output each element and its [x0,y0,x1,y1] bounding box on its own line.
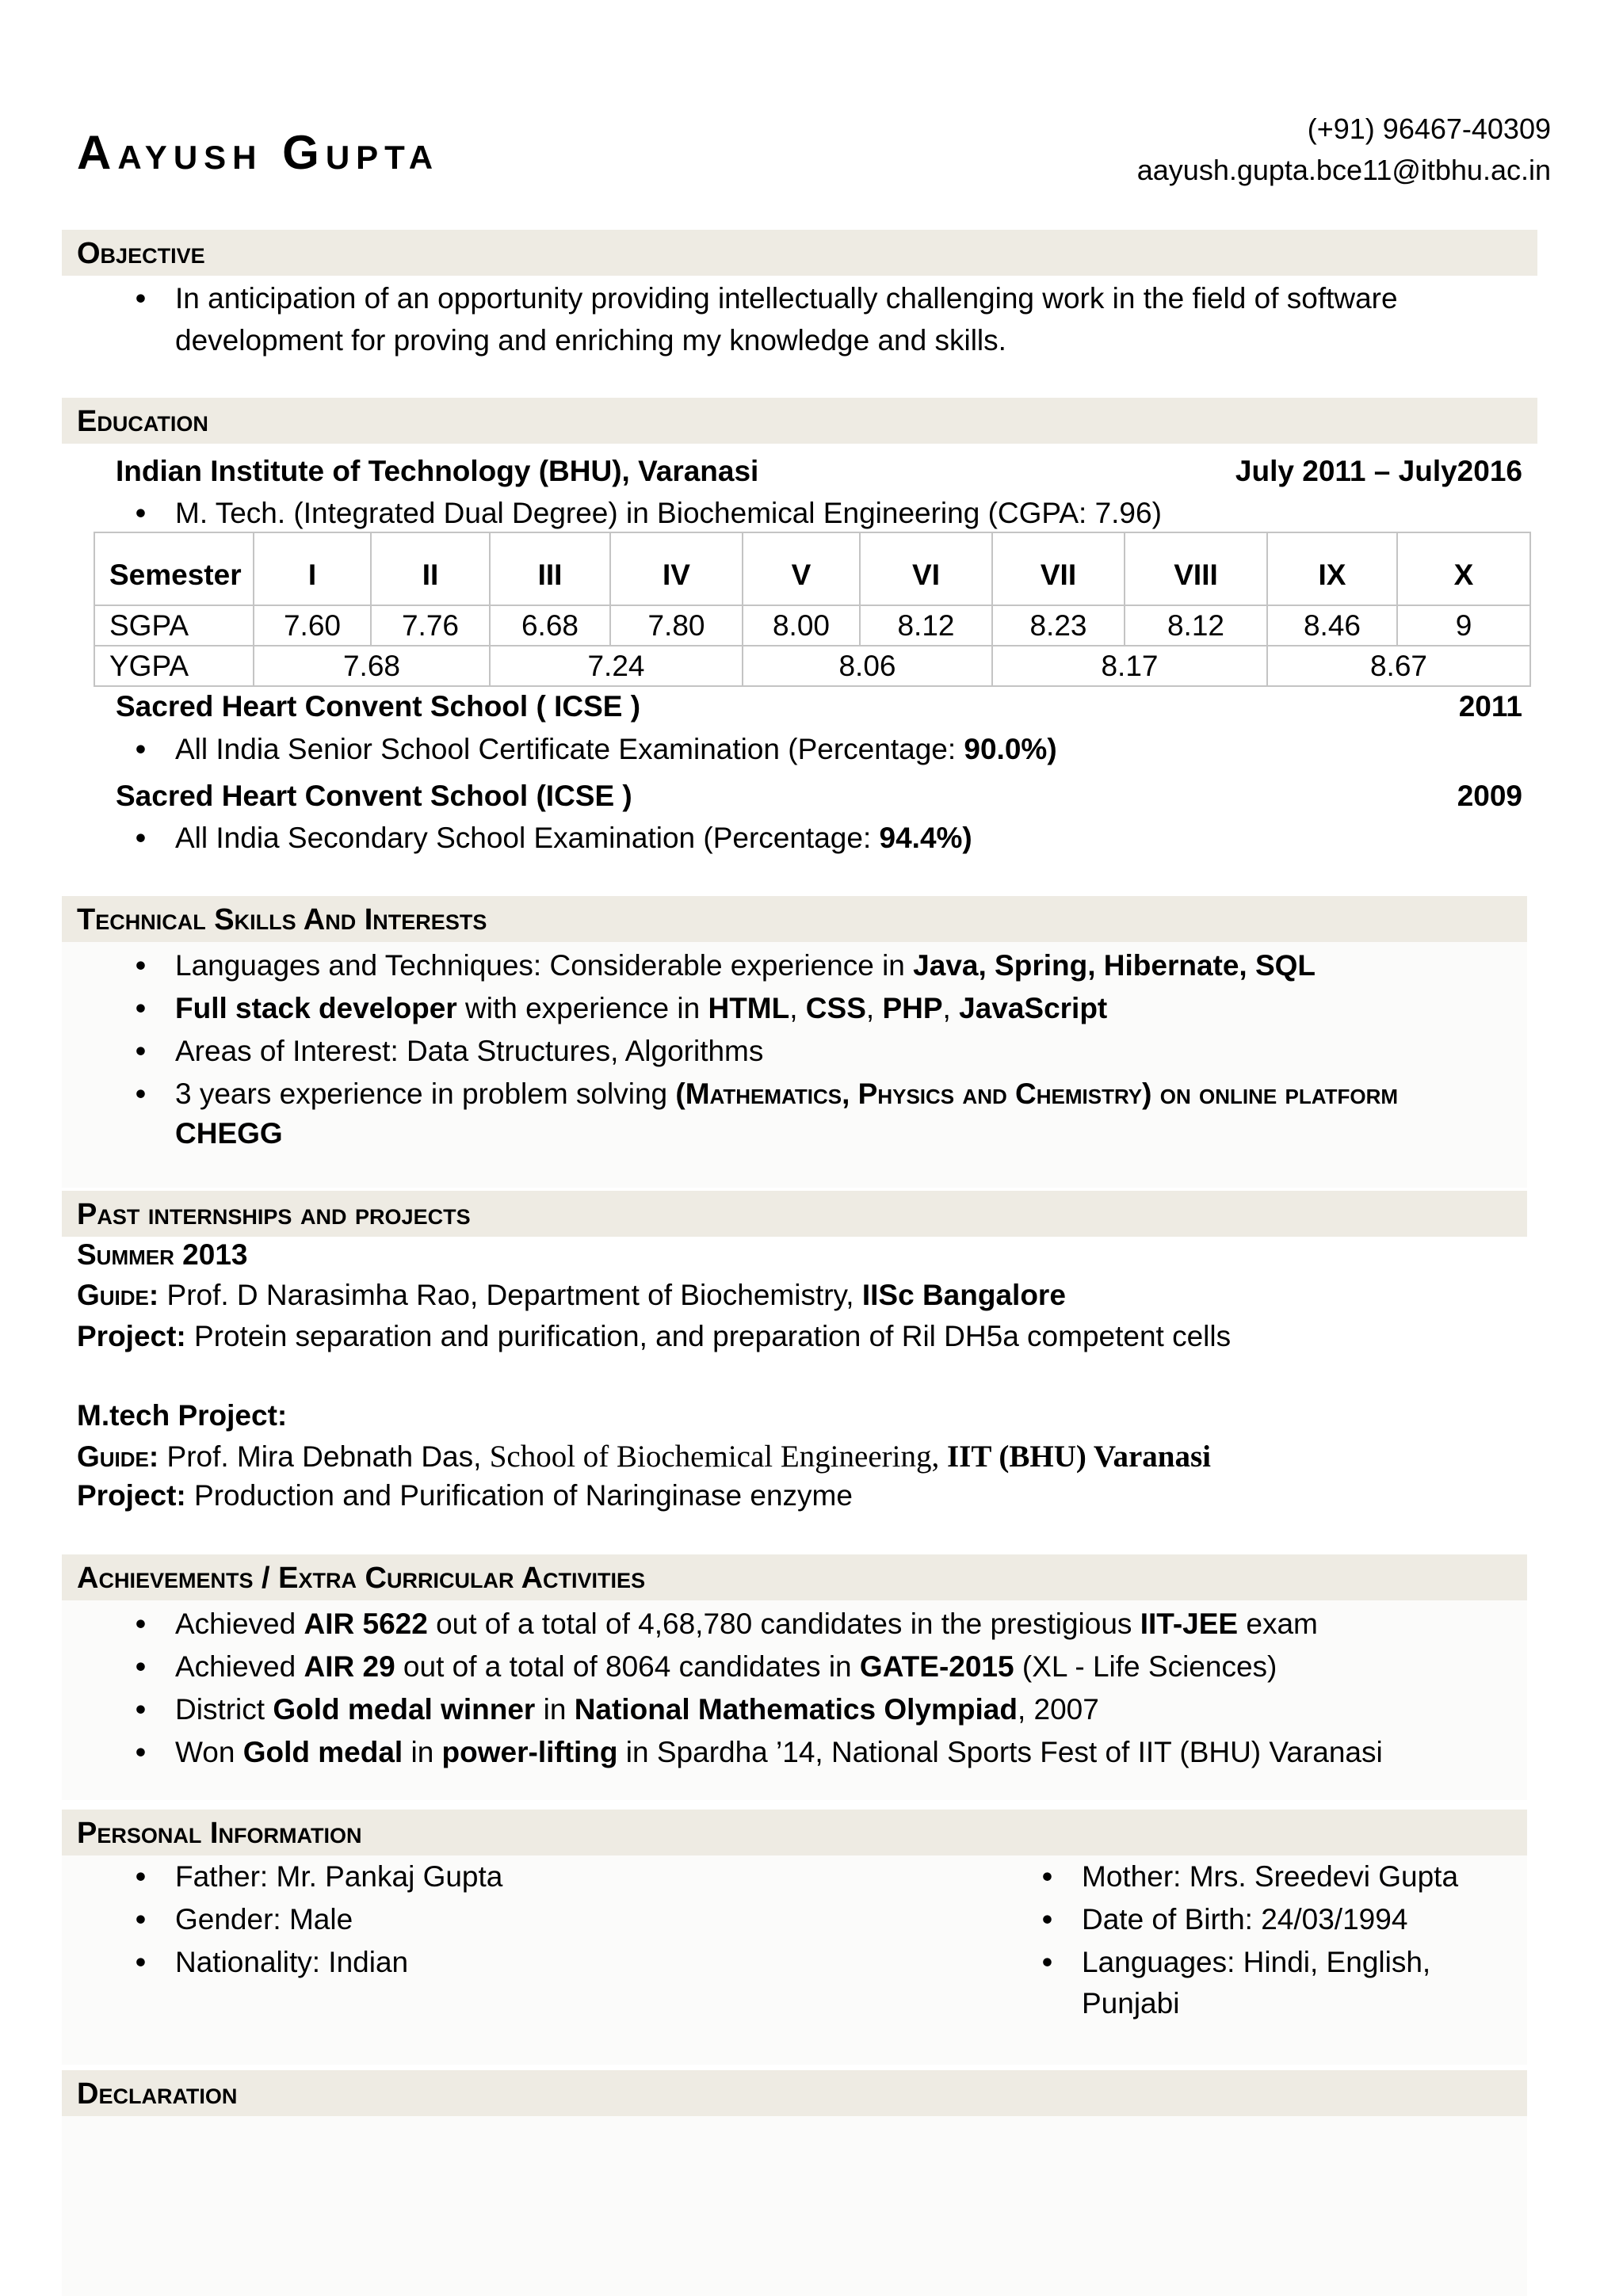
personal-item-dob [1042,1903,1408,1936]
declaration-panel [62,2116,1527,2296]
personal-item-nationality [136,1946,409,1979]
school-2-percentage: 94.4%) [879,822,972,854]
gpa-table [94,532,1531,687]
personal-item-father [136,1860,503,1894]
table-row-label: SGPA [94,605,254,646]
table-cell: 8.00 [743,605,860,646]
personal-gender: Gender: Male [175,1903,353,1936]
skill-item [136,1035,764,1068]
bullet-icon: • [136,1035,146,1067]
achievement-text: Won [175,1736,243,1768]
skill-text: 3 years experience in problem solving [175,1077,676,1110]
guide-institute: IIT (BHU) Varanasi [946,1440,1212,1474]
achievement-text: in Spardha ’14, National Sports Fest of IIT (BHU) Varanasi [617,1736,1383,1768]
table-header-cell: X [1397,532,1530,605]
education-section-header [62,398,1537,444]
bullet-icon: • [136,1693,146,1726]
school-2-year: 2009 [1457,780,1522,812]
guide-1 [77,1279,1066,1312]
achievement-highlight: Gold medal [242,1736,403,1768]
table-cell: 7.80 [610,605,743,646]
degree-text: M. Tech. (Integrated Dual Degree) in Biochemical Engineering (CGPA: 7.96) [175,497,1162,529]
phone-number: (+91) 96467-40309 [1307,113,1551,145]
education-title: Education [77,405,208,438]
achievement-text: (XL - Life Sciences) [1014,1650,1277,1683]
bullet-icon: • [136,1903,146,1936]
achievement-highlight: National Mathematics Olympiad [574,1693,1018,1726]
table-header-cell: I [254,532,371,605]
guide-label: Guide: [77,1279,159,1311]
table-header-cell: VII [992,532,1125,605]
table-header-cell: IX [1267,532,1397,605]
objective-item [136,282,1398,315]
table-row-sgpa [94,605,1530,646]
achievement-highlight: IIT-JEE [1140,1608,1239,1640]
separator: , [865,992,883,1024]
table-cell: 9 [1397,605,1530,646]
personal-languages: Languages: Hindi, English, [1082,1946,1431,1978]
achievement-highlight: AIR 29 [304,1650,395,1683]
achievements-section-header [62,1554,1527,1600]
summer-heading: Summer 2013 [77,1238,248,1271]
table-cell: 8.46 [1267,605,1397,646]
skill-languages: Java, Spring, Hibernate, SQL [913,949,1316,982]
bullet-icon: • [1042,1903,1052,1936]
school-2-exam-item [136,822,972,855]
project-2 [77,1479,853,1512]
skill-text: with experience in [456,992,708,1024]
table-row-ygpa [94,646,1530,686]
bullet-icon: • [136,822,146,854]
bullet-icon: • [136,733,146,765]
project-label: Project: [77,1320,186,1352]
table-cell: 7.60 [254,605,371,646]
achievement-highlight: power-lifting [441,1736,618,1768]
achievement-text: , 2007 [1017,1693,1099,1726]
table-cell: 8.06 [743,646,992,686]
achievement-item [136,1693,1099,1726]
school-1-year: 2011 [1458,690,1522,723]
achievements-title: Achievements / Extra Curricular Activities [77,1562,646,1595]
personal-father: Father: Mr. Pankaj Gupta [175,1860,503,1893]
skills-section-header [62,896,1527,942]
guide-school: School of Biochemical Engineering, [489,1440,947,1474]
personal-title: Personal Information [77,1817,362,1850]
email-address: aayush.gupta.bce11@itbhu.ac.in [1136,154,1551,186]
project-label: Project: [77,1479,186,1512]
project-text: Protein separation and purification, and preparation of Ril DH5a competent cells [185,1320,1232,1352]
guide-2 [77,1439,1211,1474]
achievement-text: Achieved [175,1608,304,1640]
project-1 [77,1320,1231,1353]
bullet-icon: • [136,949,146,982]
skill-tech: CSS [805,992,866,1024]
skills-title: Technical Skills And Interests [77,903,487,936]
achievement-text: in [535,1693,575,1726]
table-header-cell: IV [610,532,743,605]
guide-text: Prof. D Narasimha Rao, Department of Biochemistry, [158,1279,862,1311]
bullet-icon: • [136,1736,146,1768]
guide-label: Guide: [77,1440,159,1473]
table-header-cell: VI [860,532,992,605]
achievement-text: out of a total of 4,68,780 candidates in the prestigious [427,1608,1140,1640]
school-2-name: Sacred Heart Convent School (ICSE ) [116,780,632,812]
objective-line-2: development for proving and enriching my knowledge and skills. [175,324,1006,357]
personal-mother: Mother: Mrs. Sreedevi Gupta [1082,1860,1459,1893]
personal-item-languages [1042,1946,1431,1979]
project-text: Production and Purification of Naringinase enzyme [185,1479,853,1512]
achievement-highlight: AIR 5622 [304,1608,428,1640]
bullet-icon: • [136,1946,146,1978]
guide-institute: IISc Bangalore [861,1279,1066,1311]
bullet-icon: • [136,1860,146,1893]
bullet-icon: • [1042,1946,1052,1978]
table-cell: 8.17 [992,646,1267,686]
personal-languages-line-2: Punjabi [1082,1987,1180,2019]
table-cell: 7.68 [254,646,490,686]
table-cell: 8.12 [860,605,992,646]
table-cell: 8.23 [992,605,1125,646]
skill-role: Full stack developer [175,992,457,1024]
mtech-heading: M.tech Project: [77,1399,288,1432]
bullet-icon: • [136,1650,146,1683]
skill-item [136,992,1108,1025]
bullet-icon: • [136,497,146,529]
table-cell: 7.24 [490,646,743,686]
personal-item-gender [136,1903,353,1936]
skill-tech: JavaScript [959,992,1108,1024]
skill-text: Languages and Techniques: Considerable experience in [175,949,914,982]
internships-title: Past internships and projects [77,1198,471,1231]
bullet-icon: • [136,1608,146,1640]
bullet-icon: • [1042,1860,1052,1893]
achievement-item [136,1736,1383,1769]
school-1-exam-item [136,733,1057,766]
skill-text: Areas of Interest: Data Structures, Algorithms [175,1035,764,1067]
achievement-item [136,1608,1318,1641]
internships-section-header [62,1191,1527,1237]
objective-line-1: In anticipation of an opportunity providing intellectually challenging work in the field of software [175,282,1398,315]
objective-title: Objective [77,237,205,270]
achievement-text: exam [1238,1608,1318,1640]
degree-item [136,497,1162,530]
guide-text: Prof. Mira Debnath Das, [158,1440,490,1473]
table-header-cell: V [743,532,860,605]
skill-tech: HTML [708,992,790,1024]
candidate-name: Aayush Gupta [77,126,440,179]
table-cell: 8.12 [1125,605,1267,646]
separator: , [942,992,960,1024]
personal-item-mother [1042,1860,1459,1894]
institute-name: Indian Institute of Technology (BHU), Varanasi [116,455,759,487]
table-header-cell: VIII [1125,532,1267,605]
achievement-text: Achieved [175,1650,304,1683]
objective-section-header [62,230,1537,276]
personal-nationality: Nationality: Indian [175,1946,409,1978]
school-1-percentage: 90.0%) [964,733,1057,765]
table-header-cell: Semester [94,532,254,605]
bullet-icon: • [136,1077,146,1110]
personal-section-header [62,1810,1527,1855]
school-2-exam: All India Secondary School Examination (Percentage: [175,822,880,854]
institute-dates: July 2011 – July2016 [1235,455,1522,487]
achievement-text: District [175,1693,273,1726]
table-cell: 8.67 [1267,646,1530,686]
separator: , [789,992,806,1024]
declaration-title: Declaration [77,2077,238,2111]
personal-dob: Date of Birth: 24/03/1994 [1082,1903,1408,1936]
table-header-cell: III [490,532,610,605]
school-1-exam: All India Senior School Certificate Examination (Percentage: [175,733,964,765]
bullet-icon: • [136,992,146,1024]
achievement-text: in [403,1736,442,1768]
declaration-section-header [62,2070,1527,2116]
skill-item [136,1077,1399,1111]
skill-platform: CHEGG [175,1117,283,1150]
achievement-item [136,1650,1277,1684]
table-cell: 6.68 [490,605,610,646]
achievement-text: out of a total of 8064 candidates in [395,1650,860,1683]
achievement-highlight: Gold medal winner [273,1693,536,1726]
achievement-highlight: GATE-2015 [859,1650,1014,1683]
table-header-cell: II [371,532,490,605]
skill-subjects: (Mathematics, Physics and Chemistry) on online platform [675,1077,1399,1110]
school-1-name: Sacred Heart Convent School ( ICSE ) [116,690,641,723]
bullet-icon: • [136,282,146,315]
table-row-label: YGPA [94,646,254,686]
table-cell: 7.76 [371,605,490,646]
skill-item [136,949,1316,982]
table-header-row [94,532,1530,605]
skill-tech: PHP [882,992,943,1024]
